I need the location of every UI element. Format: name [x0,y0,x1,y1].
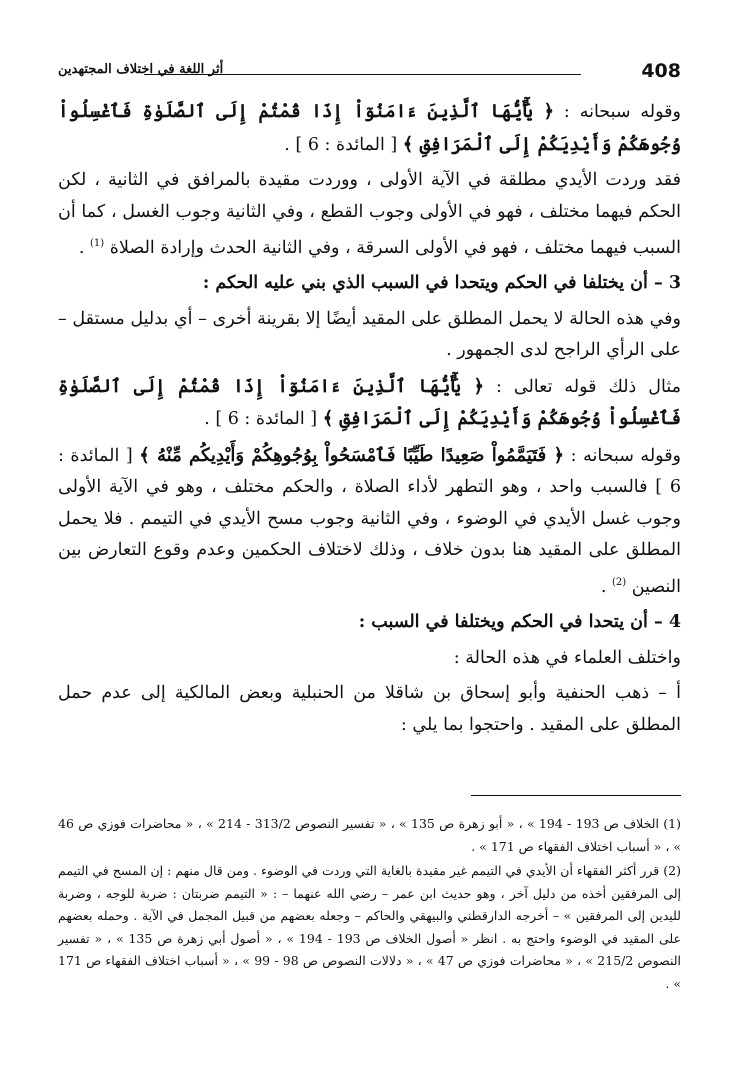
paragraph-example [58,371,681,436]
paragraph-text: فقد وردت الأيدي مطلقة في الآية الأولى ، ووردت مقيدة بالمرافق في الثانية ، لكن الحكم فيهما مختلف ، فهو في الأولى وجوب القطع ، وفي الثانية وجوب الغسل ، كما أن السبب فيهما مختلف ، فهو في الأولى السرقة ، وفي الثانية الحدث وإرادة الصلاة [58,170,681,258]
paragraph-explanation [58,165,681,264]
quran-verse: ﴿ يَٰٓأَيُّهَا ٱلَّذِينَ ءَامَنُوٓاْ إِذَا قُمْتُمْ إِلَى ٱلصَّلَوٰةِ فَٱغْسِلُواْ وُجُوهَكُمْ وَأَيْدِيَكُمْ إِلَى ٱلْمَرَافِقِ ﴾ [58,101,681,155]
running-title: أثر اللغة في اختلاف المجتهدين [58,62,224,77]
quran-verse: ﴿ فَتَيَمَّمُواْ صَعِيدًا طَيِّبًا فَٱمْسَحُواْ بِوُجُوهِكُمْ وَأَيْدِيكُم مِّنْهُ ﴾ [139,444,565,466]
verse-citation: [ المائدة : 6 ] . [204,409,323,430]
section-heading-3: 3 – أن يختلفا في الحكم ويتحدا في السبب الذي بني عليه الحكم : [202,273,681,294]
paragraph-text: [ المائدة : 6 ] فالسبب واحد ، وهو التطهر لأداء الصلاة ، والحكم مختلف ، وهو في الآية الأولى وجوب غسل الأيدي في الوضوء ، وفي الثانية وجوب مسح الأيدي في التيمم . فلا يحمل المطلق على المقيد هنا بدون خلاف ، وذلك لاختلاف الحكمين وعدم وقوع التعارض بين النصين [58,445,681,597]
quran-verse: ﴿ يَٰٓأَيُّهَا ٱلَّذِينَ ءَامَنُوٓاْ إِذَا قُمْتُمْ إِلَى ٱلصَّلَوٰةِ فَٱغْسِلُواْ وُجُوهَكُمْ وَأَيْدِيَكُمْ إِلَى ٱلْمَرَافِقِ ﴾ [58,375,681,430]
footnote-2: (2) قرر أكثر الفقهاء أن الأيدي في التيمم غير مقيدة بالغاية التي وردت في الوضوء . ومن قال منهم : إن المسح في التيمم إلى المرفقين أخذه من دليل آخر ، وهو حديث ابن عمر – رضي الله عنهما – : « التيمم ضربتان : ضربة للوجه ، وضربة لليدين إلى المرفقين » – أخرجه الدارقطني والبيهقي والحاكم – وجعله بعضهم من قبيل المجمل في الآية . وحمله بعضهم على المقيد في الوضوء واحتج به . انظر « أصول الخلاف ص 193 - 194 » ، « أصول أبي زهرة ص 135 » ، « تفسير النصوص 215/2 » ، « محاضرات فوزي ص 47 » ، « دلالات النصوص ص 98 - 99 » ، « أسباب اختلاف الفقهاء ص 171 » . [58,863,682,991]
footnote-separator [471,795,681,796]
footnote-ref-2: (2) [611,576,627,588]
paragraph-end: . [78,237,91,258]
paragraph-quote-2 [58,440,681,603]
page-number: 408 [641,60,681,82]
section-heading-4: 4 – أن يتحدا في الحكم ويختلفا في السبب : [358,612,681,633]
footnotes [58,813,681,997]
paragraph-disagreement: واختلف العلماء في هذه الحالة : [453,647,681,668]
page-header [58,62,681,86]
paragraph-hanafi-view: أ – ذهب الحنفية وأبو إسحاق بن شاقلا من الحنبلية وبعض المالكية إلى عدم حمل المطلق على المقيد . واحتجوا بما يلي : [58,683,681,735]
verse-citation: [ المائدة : 6 ] . [284,134,403,155]
paragraph-quote-1 [58,96,681,161]
example-lead: مثال ذلك قوله تعالى : [484,376,682,397]
main-text [58,96,681,745]
quote-lead: وقوله سبحانه : [554,102,681,122]
paragraph-end: . [600,576,612,597]
quote-lead: وقوله سبحانه : [564,445,682,466]
footnote-ref-1: (1) [90,238,105,249]
paragraph-case-3: وفي هذه الحالة لا يحمل المطلق على المقيد أيضًا إلا بقرينة أخرى – أي بدليل مستقل – على الرأي الراجح لدى الجمهور . [58,308,681,361]
footnote-1: (1) الخلاف ص 193 - 194 » ، « أبو زهرة ص 135 » ، « تفسير النصوص 313/2 - 214 » ، « محاضرات فوزي ص 46 » ، « أسباب اختلاف الفقهاء ص 171 » . [58,816,681,854]
